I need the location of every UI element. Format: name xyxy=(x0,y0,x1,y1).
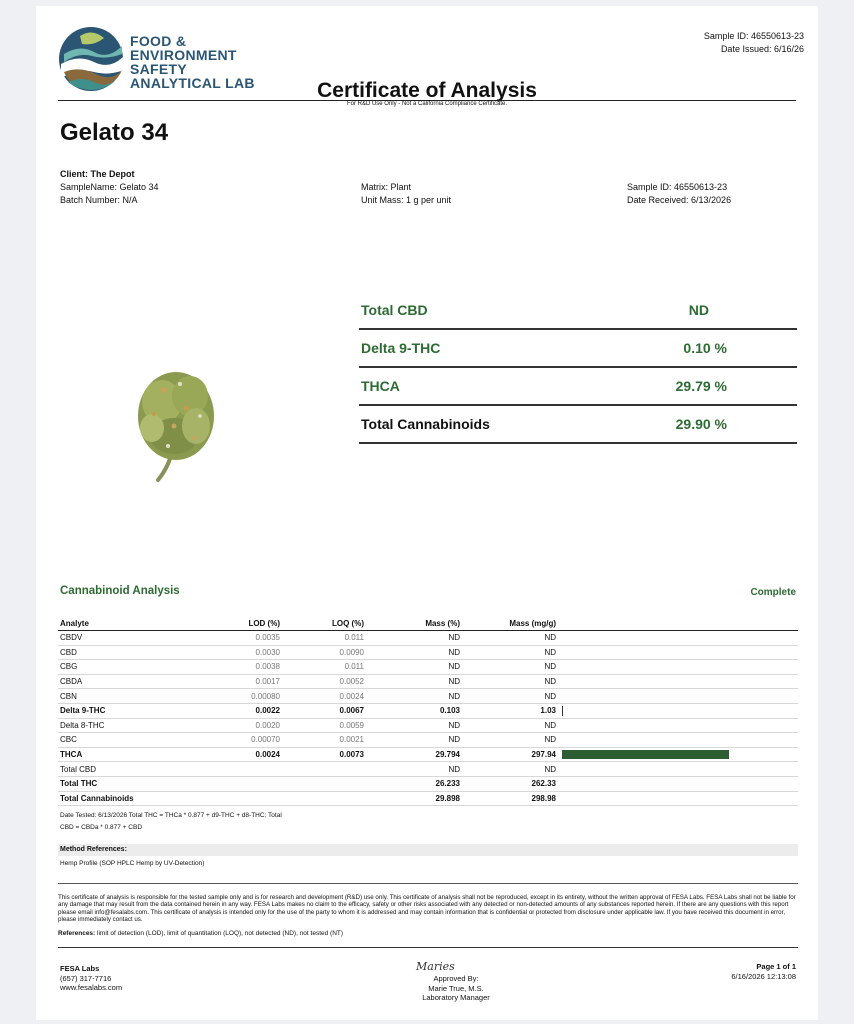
date-received: Date Received: 6/13/2026 xyxy=(627,195,732,205)
table-row xyxy=(58,645,798,660)
references-label: References: xyxy=(58,930,96,937)
table-cell-mass-pct: 29.898 xyxy=(366,791,462,806)
summary-row xyxy=(359,406,797,444)
table-cell-lod: 0.0030 xyxy=(222,645,282,660)
table-cell-mass-pct: ND xyxy=(366,689,462,704)
table-cell-bar xyxy=(558,733,798,748)
table-cell-analyte: CBDA xyxy=(58,674,222,689)
mass-bar xyxy=(562,750,729,759)
summary-row xyxy=(359,330,797,368)
client-info xyxy=(60,168,159,207)
cannabinoid-table xyxy=(58,617,798,806)
table-cell-mass-mg: ND xyxy=(462,660,558,675)
certificate-subtitle: For R&D Use Only - Not a California Compliance Certificate. xyxy=(346,101,508,107)
table-cell-mass-pct: ND xyxy=(366,718,462,733)
matrix: Matrix: Plant xyxy=(361,182,412,192)
lab-name-line: ENVIRONMENT xyxy=(130,47,237,63)
column-header: LOQ (%) xyxy=(282,617,366,631)
table-cell-bar xyxy=(558,718,798,733)
table-cell-bar xyxy=(558,631,798,646)
product-name: Gelato 34 xyxy=(60,119,169,146)
table-cell-lod xyxy=(222,762,282,777)
table-cell-loq xyxy=(282,762,366,777)
lab-name-line: FOOD & xyxy=(130,33,187,49)
table-row xyxy=(58,718,798,733)
table-cell-lod: 0.00070 xyxy=(222,733,282,748)
table-cell-analyte: Total CBD xyxy=(58,762,222,777)
sample-info xyxy=(627,181,731,207)
references-text: limit of detection (LOD), limit of quantitation (LOQ), not detected (ND), not tested (NT) xyxy=(95,930,344,937)
table-cell-loq: 0.0024 xyxy=(282,689,366,704)
table-cell-loq: 0.0059 xyxy=(282,718,366,733)
table-cell-mass-mg: ND xyxy=(462,689,558,704)
sample-id: Sample ID: 46550613-23 xyxy=(627,182,728,192)
table-cell-mass-mg: 298.98 xyxy=(462,791,558,806)
table-cell-bar xyxy=(558,645,798,660)
table-cell-mass-pct: ND xyxy=(366,674,462,689)
table-cell-bar xyxy=(558,776,798,791)
table-cell-lod: 0.0035 xyxy=(222,631,282,646)
table-cell-lod: 0.00080 xyxy=(222,689,282,704)
table-cell-lod: 0.0020 xyxy=(222,718,282,733)
column-header: Mass (mg/g) xyxy=(462,617,558,631)
table-cell-bar xyxy=(558,660,798,675)
disclaimer: This certificate of analysis is responsible for the tested sample only and is for research and development (R&D) use only. This certificate of analysis shall not be reproduced, except in its entirety, without the written approval of FESA Labs. FESA Labs shall not be liable for any damage that may result from the data contained herein in any way. FESA Labs makes no claim to the efficacy, safety or other risks associated with any detected or non-detected amounts of any substances reported herein. If there are any questions with this report please email info@fesalabs.com. This certificate of analysis is intended only for the use of the party to whom it is addressed and may contain information that is confidential or protected from disclosure under applicable law. If you have received this document in error, please immediately contact us. xyxy=(58,894,796,924)
table-cell-loq: 0.011 xyxy=(282,660,366,675)
footer-phone: (657) 317-7716 xyxy=(60,973,112,983)
summary-label: Total Cannabinoids xyxy=(361,416,490,432)
table-cell-mass-mg: ND xyxy=(462,645,558,660)
table-cell-mass-mg: 262.33 xyxy=(462,776,558,791)
table-cell-mass-mg: ND xyxy=(462,718,558,733)
summary-value: 29.90 % xyxy=(675,416,727,432)
table-cell-analyte: Delta 9-THC xyxy=(58,703,222,718)
table-cell-bar xyxy=(558,703,798,718)
table-cell-mass-pct: ND xyxy=(366,660,462,675)
table-cell-mass-mg: 1.03 xyxy=(462,703,558,718)
table-cell-analyte: Delta 8-THC xyxy=(58,718,222,733)
table-cell-analyte: CBD xyxy=(58,645,222,660)
table-cell-mass-mg: ND xyxy=(462,674,558,689)
approval-block xyxy=(366,974,546,1003)
mass-bar xyxy=(562,706,796,716)
header-date-issued: Date Issued: 6/16/26 xyxy=(720,44,804,54)
column-header: Analyte xyxy=(58,617,222,631)
table-cell-analyte: CBDV xyxy=(58,631,222,646)
table-row xyxy=(58,747,798,762)
table-header-row xyxy=(58,617,798,631)
note-line: Date Tested: 6/13/2026 Total THC = THCa * 0.877 + d9-THC + d8-THC; Total xyxy=(60,812,282,819)
table-row xyxy=(58,674,798,689)
footer-lab-info xyxy=(60,964,122,993)
table-cell-mass-pct: ND xyxy=(366,762,462,777)
analysis-status: Complete xyxy=(750,587,796,598)
potency-summary xyxy=(359,292,797,444)
product-photo xyxy=(124,356,228,495)
certificate-page xyxy=(36,6,818,1020)
client-name: Client: The Depot xyxy=(60,169,135,179)
table-cell-mass-mg: ND xyxy=(462,733,558,748)
table-cell-loq: 0.0067 xyxy=(282,703,366,718)
column-header: Mass (%) xyxy=(366,617,462,631)
footer-lab-name: FESA Labs xyxy=(60,964,100,973)
table-cell-mass-mg: 297.94 xyxy=(462,747,558,762)
lab-name-line: SAFETY xyxy=(130,61,188,77)
table-cell-analyte: THCA xyxy=(58,747,222,762)
table-cell-bar xyxy=(558,747,798,762)
table-cell-lod xyxy=(222,791,282,806)
table-cell-loq xyxy=(282,776,366,791)
table-cell-analyte: Total THC xyxy=(58,776,222,791)
table-row xyxy=(58,791,798,806)
table-cell-lod: 0.0024 xyxy=(222,747,282,762)
method-references-text: Hemp Profile (SOP HPLC Hemp by UV-Detection) xyxy=(60,860,205,867)
table-cell-analyte: CBC xyxy=(58,733,222,748)
table-cell-loq xyxy=(282,791,366,806)
references xyxy=(58,930,343,937)
summary-row xyxy=(359,368,797,406)
summary-label: Delta 9-THC xyxy=(361,340,441,356)
table-cell-mass-mg: ND xyxy=(462,631,558,646)
table-cell-bar xyxy=(558,689,798,704)
certificate-title: Certificate of Analysis xyxy=(317,79,537,102)
table-row xyxy=(58,689,798,704)
report-timestamp: 6/16/2026 12:13:08 xyxy=(731,971,796,981)
column-header-bar xyxy=(558,617,798,631)
header-sample-id: Sample ID: 46550613-23 xyxy=(703,31,804,41)
table-cell-lod: 0.0038 xyxy=(222,660,282,675)
note-line: CBD = CBDa * 0.877 + CBD xyxy=(60,824,143,831)
matrix-info xyxy=(361,181,451,207)
table-cell-mass-pct: ND xyxy=(366,733,462,748)
table-row xyxy=(58,762,798,777)
signature: Maries xyxy=(416,960,455,973)
table-cell-mass-mg: ND xyxy=(462,762,558,777)
table-cell-mass-pct: ND xyxy=(366,631,462,646)
lab-name-line: ANALYTICAL LAB xyxy=(130,75,255,91)
table-cell-lod: 0.0017 xyxy=(222,674,282,689)
table-row xyxy=(58,733,798,748)
footer-divider xyxy=(58,947,798,948)
summary-value: 0.10 % xyxy=(683,340,727,356)
summary-row xyxy=(359,292,797,330)
table-cell-loq: 0.0052 xyxy=(282,674,366,689)
footer-page-info xyxy=(731,962,796,981)
table-cell-analyte: CBG xyxy=(58,660,222,675)
table-cell-loq: 0.011 xyxy=(282,631,366,646)
summary-value: 29.79 % xyxy=(675,378,727,394)
summary-value: ND xyxy=(688,302,709,318)
table-cell-loq: 0.0073 xyxy=(282,747,366,762)
approved-by-label: Approved By: xyxy=(433,974,479,983)
table-cell-lod: 0.0022 xyxy=(222,703,282,718)
unit-mass: Unit Mass: 1 g per unit xyxy=(361,195,452,205)
footer-website: www.fesalabs.com xyxy=(60,983,123,992)
table-row xyxy=(58,776,798,791)
table-cell-loq: 0.0090 xyxy=(282,645,366,660)
calculation-note xyxy=(60,810,282,834)
table-row xyxy=(58,631,798,646)
table-cell-mass-pct: ND xyxy=(366,645,462,660)
table-cell-mass-pct: 0.103 xyxy=(366,703,462,718)
batch-number: Batch Number: N/A xyxy=(60,195,138,205)
table-cell-mass-pct: 29.794 xyxy=(366,747,462,762)
table-cell-analyte: CBN xyxy=(58,689,222,704)
page-number: Page 1 of 1 xyxy=(756,962,796,971)
header-meta xyxy=(704,30,804,56)
table-row xyxy=(58,660,798,675)
method-divider xyxy=(58,883,798,884)
table-cell-loq: 0.0021 xyxy=(282,733,366,748)
analysis-title: Cannabinoid Analysis xyxy=(60,585,180,597)
table-cell-bar xyxy=(558,762,798,777)
table-row xyxy=(58,703,798,718)
approver-title: Laboratory Manager xyxy=(422,993,490,1002)
cannabis-bud-icon xyxy=(124,356,228,490)
method-references-title: Method References: xyxy=(58,844,798,856)
table-cell-mass-pct: 26.233 xyxy=(366,776,462,791)
sample-name: SampleName: Gelato 34 xyxy=(60,182,159,192)
table-cell-lod xyxy=(222,776,282,791)
table-cell-bar xyxy=(558,674,798,689)
summary-label: THCA xyxy=(361,378,400,394)
column-header: LOD (%) xyxy=(222,617,282,631)
table-cell-analyte: Total Cannabinoids xyxy=(58,791,222,806)
summary-label: Total CBD xyxy=(361,302,428,318)
approver-name: Marie True, M.S. xyxy=(428,983,484,993)
table-cell-bar xyxy=(558,791,798,806)
